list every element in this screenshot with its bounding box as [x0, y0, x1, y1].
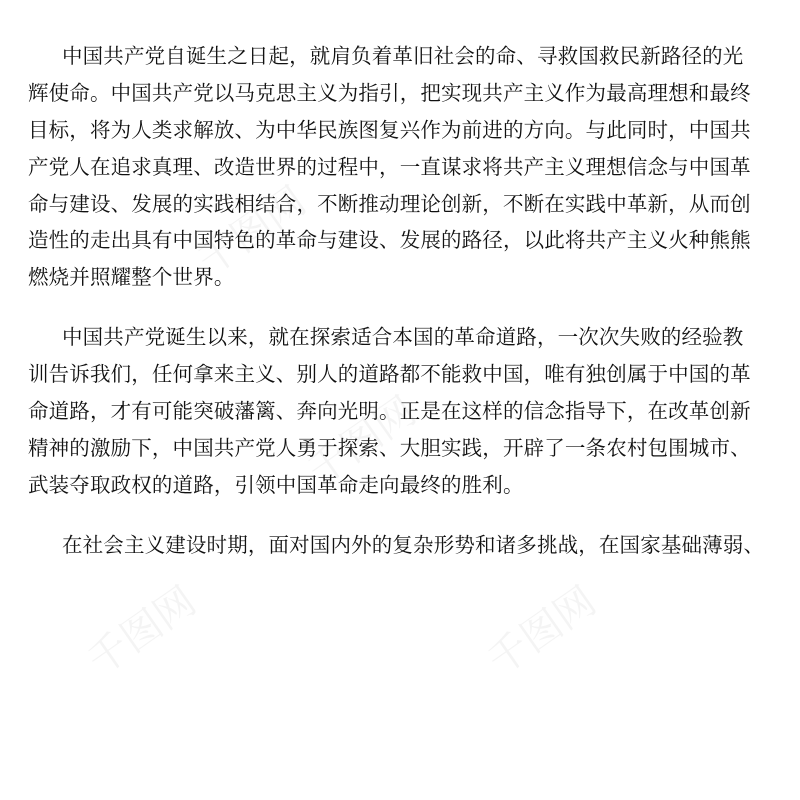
paragraph-2 — [28, 319, 780, 503]
watermark: 千图网 — [79, 578, 205, 685]
watermark: 千图网 — [189, 178, 315, 285]
text-line: 命与建设、发展的实践相结合，不断推动理论创新，不断在实践中革新，从而创 — [28, 191, 751, 216]
text-line: 中国共产党诞生以来，就在探索适合本国的革命道路，一次次失败的经验教 — [62, 325, 744, 350]
text-line: 训告诉我们，任何拿来主义、别人的道路都不能救中国，唯有独创属于中国的革 — [28, 362, 751, 387]
watermark: 千图网 — [479, 578, 605, 685]
text-line: 目标，将为人类求解放、为中华民族图复兴作为前进的方向。与此同时，中国共 — [28, 117, 751, 142]
text-line: 在社会主义建设时期，面对国内外的复杂形势和诸多挑战，在国家基础薄弱、 — [62, 532, 765, 557]
document-body — [28, 38, 780, 587]
watermark: 千图网 — [299, 388, 425, 495]
text-line: 产党人在追求真理、改造世界的过程中，一直谋求将共产主义理想信念与中国革 — [28, 154, 751, 179]
text-line: 武装夺取政权的道路，引领中国革命走向最终的胜利。 — [28, 472, 524, 497]
paragraph-1 — [28, 38, 780, 296]
text-line: 燃烧并照耀整个世界。 — [28, 265, 235, 290]
text-line: 命道路，才有可能突破藩篱、奔向光明。正是在这样的信念指导下，在改革创新 — [28, 399, 751, 424]
text-line: 造性的走出具有中国特色的革命与建设、发展的路径，以此将共产主义火种熊熊 — [28, 228, 751, 253]
text-line: 中国共产党自诞生之日起，就肩负着革旧社会的命、寻救国救民新路径的光 — [62, 44, 744, 68]
text-line: 精神的激励下，中国共产党人勇于探索、大胆实践，开辟了一条农村包围城市、 — [28, 435, 751, 460]
paragraph-3 — [28, 527, 780, 564]
text-line: 辉使命。中国共产党以马克思主义为指引，把实现共产主义作为最高理想和最终 — [28, 80, 751, 105]
